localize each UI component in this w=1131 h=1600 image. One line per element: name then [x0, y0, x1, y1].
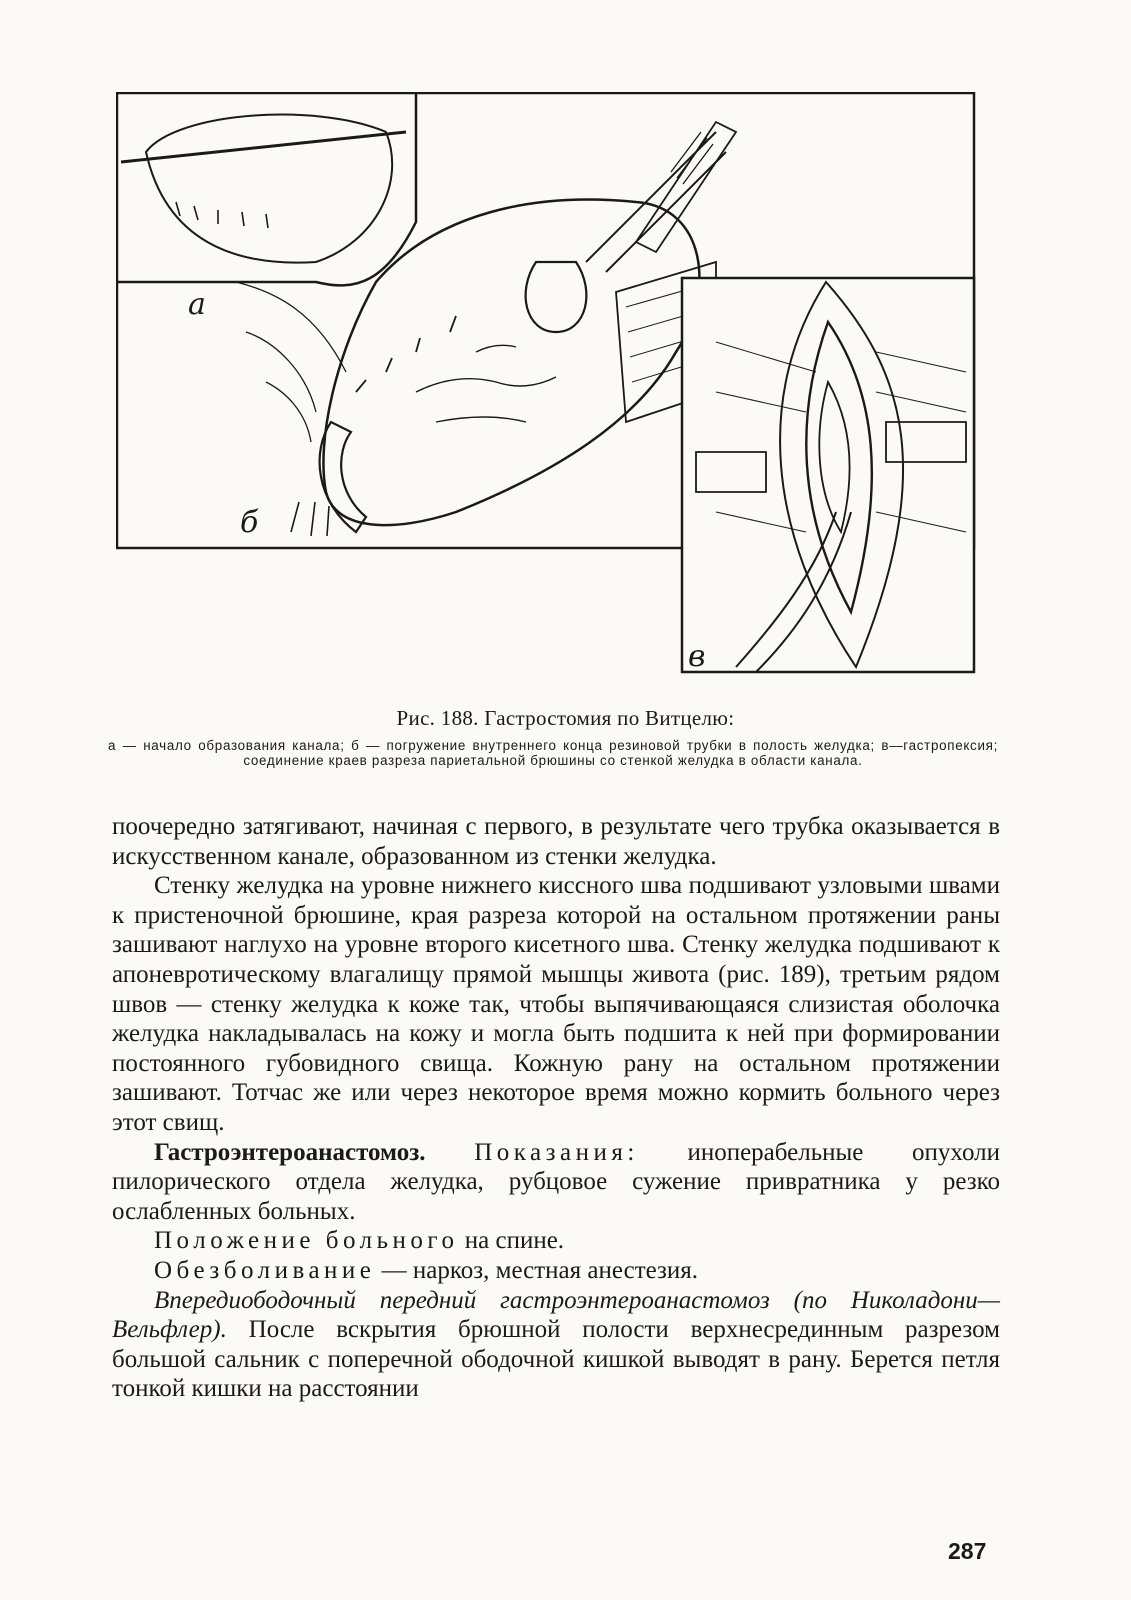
figure-caption-title: Рис. 188. Гастростомия по Витцелю:	[396, 706, 735, 730]
spaced-term: Положение больного	[154, 1227, 459, 1255]
inset-a	[117, 93, 416, 285]
body-text	[112, 812, 1000, 1404]
section-heading: Гастроэнтероанастомоз.	[154, 1138, 426, 1166]
figure-caption-body: а — начало образования канала; б — погружение внутреннего конца резиновой трубки в полость желудка; в—гастропексия; соединение краев разреза париетальной брюшины со стенкой желудка в области канала.	[108, 738, 998, 769]
spaced-term: Обезболивание	[154, 1256, 376, 1284]
paragraph-4	[112, 1226, 1000, 1256]
paragraph-5-text: — наркоз, местная анестезия.	[381, 1256, 699, 1284]
page-number: 287	[948, 1538, 987, 1564]
surgical-illustration	[116, 92, 1002, 692]
spaced-term: Показания:	[474, 1138, 639, 1166]
inset-v	[682, 278, 974, 672]
paragraph-3	[112, 1138, 1000, 1227]
paragraph-4-text: на спине.	[464, 1227, 565, 1255]
paragraph-2: Стенку желудка на уровне нижнего киссного шва подшивают узловыми швами к пристеночной брюшине, края разреза которой на остальном протяжении раны зашивают наглухо на уровне второго кисетного шва. Стенку желудка подшивают к апоневротическому влагалищу прямой мышцы живота (рис. 189), третьим рядом швов — стенку желудка к коже так, чтобы выпячивающаяся слизистая оболочка желудка накладывалась на кожу и могла быть подшита к ней при формировании постоянного губовидного свища. Кожную рану на остальном протяжении зашивают. Тотчас же или через некоторое время можно кормить больного через этот свищ.	[112, 872, 1000, 1136]
paragraph-5	[112, 1256, 1000, 1286]
paragraph-3-text: иноперабельные опухоли пилорического отдела желудка, рубцовое сужение привратника у резко ослабленных больных.	[112, 1138, 1000, 1225]
paragraph-6-text: После вскрытия брюшной полости верхнесрединным разрезом большой сальник с поперечной ободочной кишкой выводят в рану. Берется петля тонкой кишки на расстоянии	[112, 1316, 1001, 1403]
paragraph-1: поочередно затягивают, начиная с первого, в результате чего трубка оказывается в искусственном канале, образованном из стенки желудка.	[112, 813, 1000, 870]
paragraph-6	[112, 1286, 1000, 1404]
figure-label-b: б	[240, 505, 259, 540]
figure-label-a: а	[188, 287, 206, 322]
figure-label-v: в	[688, 639, 706, 674]
italic-heading: Впередиободочный передний гастроэнтероанастомоз (по Николадони—Вельфлер).	[112, 1286, 1000, 1344]
